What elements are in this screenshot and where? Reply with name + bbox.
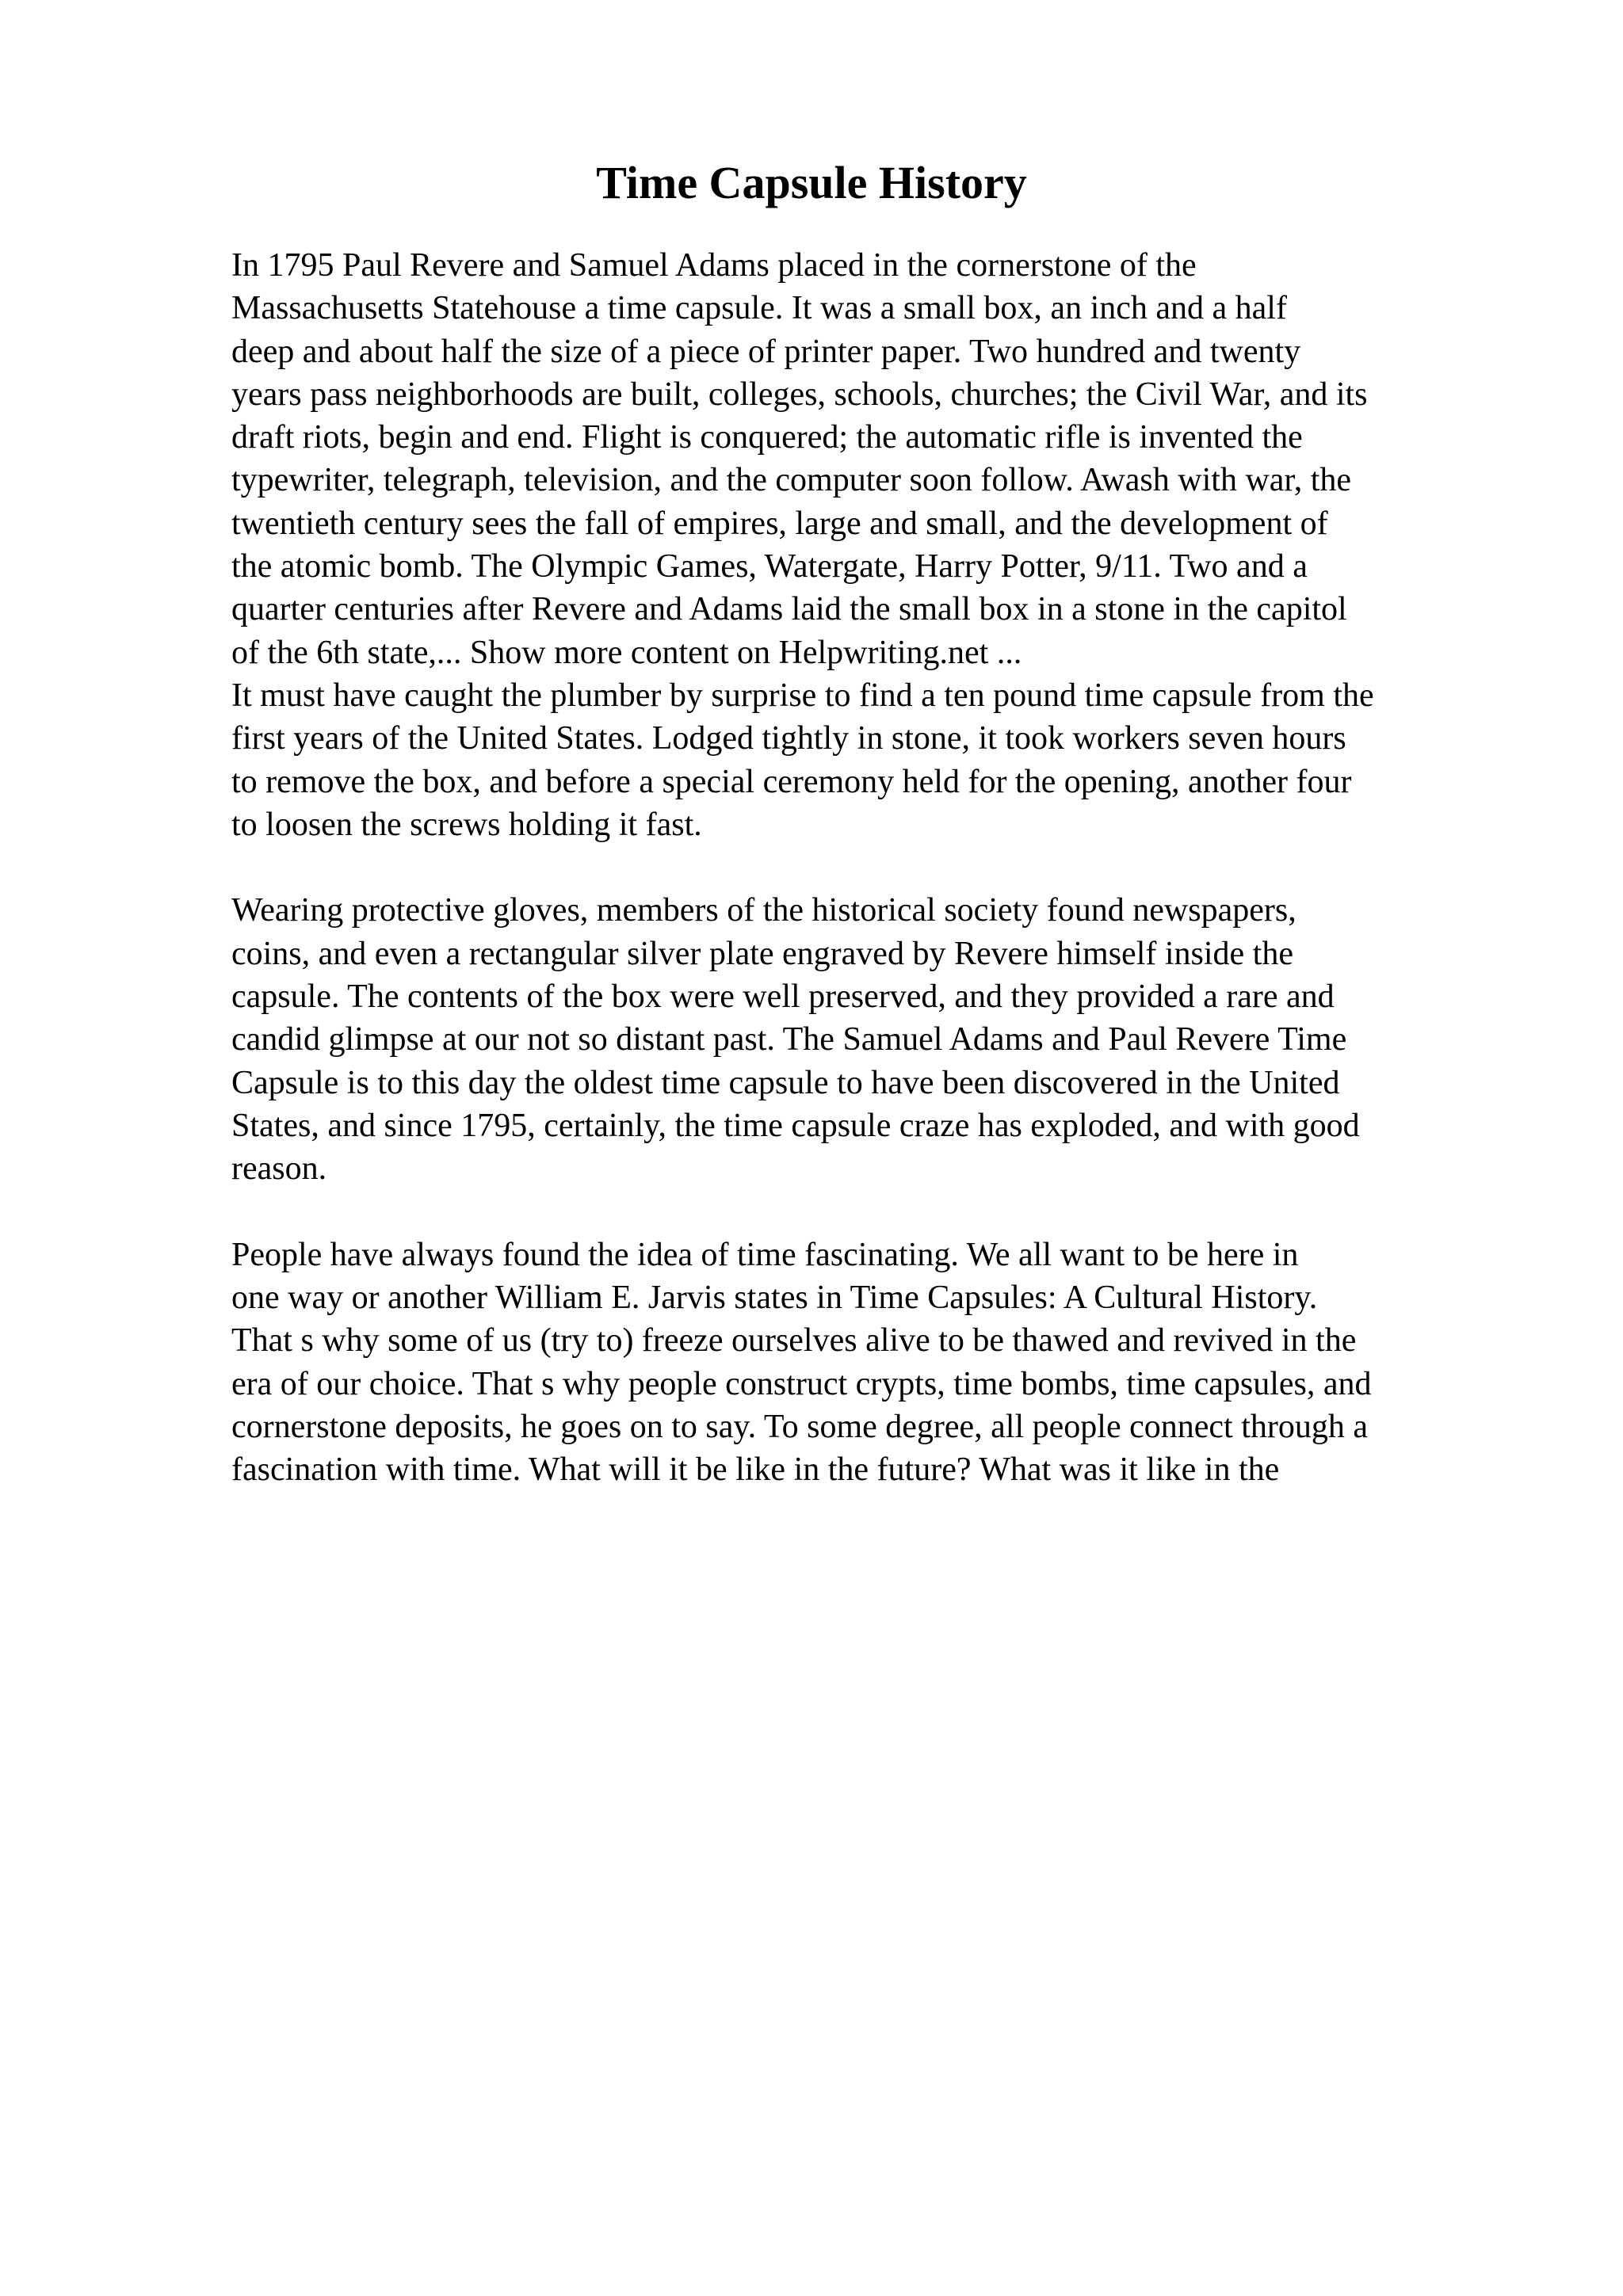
- text-line: first years of the United States. Lodged tightly in stone, it took workers seven hours: [231, 720, 1346, 757]
- text-line: years pass neighborhoods are built, colleges, schools, churches; the Civil War, and its: [231, 376, 1368, 413]
- text-line: capsule. The contents of the box were well preserved, and they provided a rare and: [231, 978, 1335, 1016]
- text-line: coins, and even a rectangular silver plate engraved by Revere himself inside the: [231, 935, 1293, 972]
- text-line: In 1795 Paul Revere and Samuel Adams placed in the cornerstone of the: [231, 247, 1197, 284]
- paragraph-2: [231, 674, 1579, 846]
- text-line: candid glimpse at our not so distant past. The Samuel Adams and Paul Revere Time: [231, 1021, 1347, 1058]
- paragraph-3: [231, 889, 1579, 1190]
- text-line: twentieth century sees the fall of empires, large and small, and the development of: [231, 505, 1328, 542]
- text-line: States, and since 1795, certainly, the time capsule craze has exploded, and with good: [231, 1107, 1360, 1144]
- text-line: reason.: [231, 1150, 327, 1188]
- text-line: It must have caught the plumber by surprise to find a ten pound time capsule from the: [231, 677, 1374, 714]
- paragraph-spacer: [231, 1191, 1579, 1234]
- text-line: era of our choice. That s why people construct crypts, time bombs, time capsules, and: [231, 1365, 1372, 1402]
- text-line: quarter centuries after Revere and Adams laid the small box in a stone in the capitol: [231, 591, 1347, 628]
- text-line: People have always found the idea of time fascinating. We all want to be here in: [231, 1236, 1299, 1273]
- text-line: the atomic bomb. The Olympic Games, Watergate, Harry Potter, 9/11. Two and a: [231, 548, 1308, 585]
- text-line: to loosen the screws holding it fast.: [231, 806, 702, 843]
- text-line: Massachusetts Statehouse a time capsule. It was a small box, an inch and a half: [231, 290, 1287, 327]
- text-line: of the 6th state,... Show more content on Helpwriting.net ...: [231, 634, 1022, 671]
- text-line: one way or another William E. Jarvis states in Time Capsules: A Cultural History.: [231, 1280, 1318, 1317]
- paragraph-1: [231, 244, 1579, 674]
- text-line: typewriter, telegraph, television, and the computer soon follow. Awash with war, the: [231, 462, 1352, 499]
- text-line: deep and about half the size of a piece of printer paper. Two hundred and twenty: [231, 333, 1301, 370]
- text-line: draft riots, begin and end. Flight is conquered; the automatic rifle is invented the: [231, 419, 1303, 456]
- paragraph-4: [231, 1234, 1579, 1492]
- text-line: That s why some of us (try to) freeze ourselves alive to be thawed and revived in the: [231, 1322, 1357, 1360]
- text-line: to remove the box, and before a special ceremony held for the opening, another four: [231, 763, 1352, 800]
- text-line: cornerstone deposits, he goes on to say. To some degree, all people connect through a: [231, 1409, 1368, 1446]
- paragraph-spacer: [231, 846, 1579, 889]
- document-body: [231, 244, 1579, 1492]
- text-line: fascination with time. What will it be like in the future? What was it like in the: [231, 1451, 1280, 1489]
- page-title: Time Capsule History: [596, 157, 1027, 208]
- text-line: Capsule is to this day the oldest time capsule to have been discovered in the United: [231, 1064, 1340, 1101]
- text-line: Wearing protective gloves, members of the historical society found newspapers,: [231, 892, 1296, 929]
